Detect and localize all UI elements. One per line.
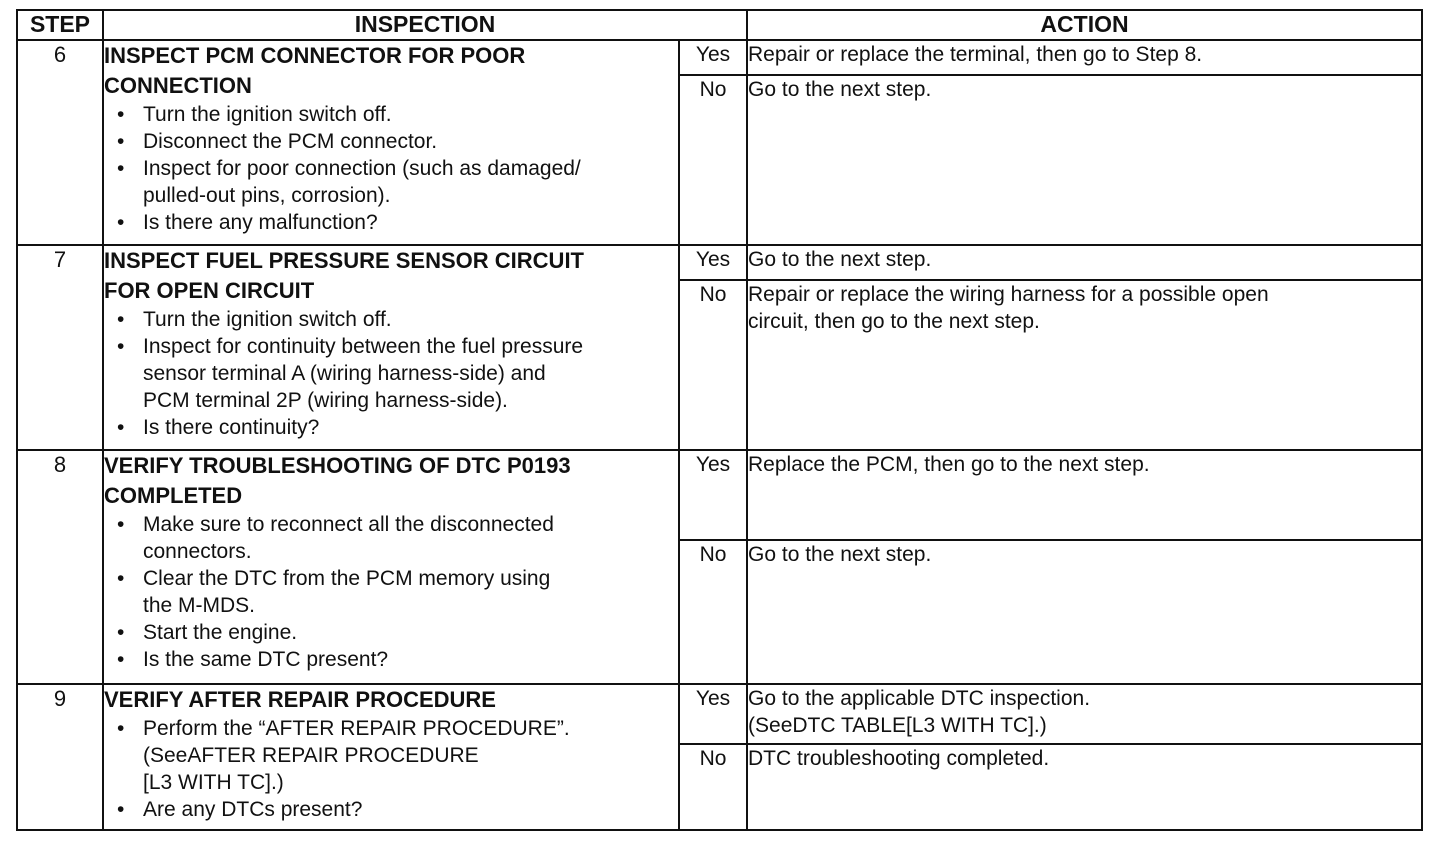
yes-action — [747, 245, 1422, 280]
table-row — [17, 245, 1422, 280]
no-action — [747, 744, 1422, 830]
step-number: 7 — [17, 245, 103, 450]
inspection-bullet — [104, 209, 678, 236]
inspection-bullet-line: Start the engine. — [143, 621, 298, 644]
yes-action — [747, 684, 1422, 744]
inspection-title — [104, 685, 678, 715]
action-line: Repair or replace the terminal, then go to Step 8. — [748, 43, 1203, 66]
inspection-bullet — [104, 619, 678, 646]
bullet-dot-icon: • — [117, 308, 125, 331]
table-row — [17, 684, 1422, 744]
diagnostic-procedure-page — [16, 9, 1421, 831]
action-line: Replace the PCM, then go to the next step. — [748, 453, 1150, 476]
inspection-bullet-line: Perform the “AFTER REPAIR PROCEDURE”. — [143, 717, 570, 740]
inspection-title — [104, 41, 678, 101]
inspection-bullet — [104, 796, 678, 823]
inspection-bullet-line: Is there continuity? — [143, 416, 320, 439]
bullet-dot-icon: • — [117, 335, 125, 358]
inspection-title — [104, 451, 678, 511]
inspection-bullet-line: Clear the DTC from the PCM memory using — [143, 567, 551, 590]
yes-action — [747, 40, 1422, 75]
inspection-bullet-line: the M-MDS. — [143, 594, 256, 617]
table-row — [17, 450, 1422, 540]
inspection-bullet-line: Turn the ignition switch off. — [143, 103, 392, 126]
action-line: Go to the next step. — [748, 248, 932, 271]
inspection-cell — [103, 245, 679, 450]
inspection-bullet-line: connectors. — [143, 540, 252, 563]
bullet-dot-icon: • — [117, 567, 125, 590]
bullet-dot-icon: • — [117, 130, 125, 153]
bullet-dot-icon: • — [117, 621, 125, 644]
diagnostic-table — [16, 9, 1423, 831]
inspection-bullet-list — [104, 306, 678, 441]
inspection-bullet-line: Disconnect the PCM connector. — [143, 130, 438, 153]
step-number: 9 — [17, 684, 103, 830]
inspection-title-line: INSPECT PCM CONNECTOR FOR POOR — [104, 43, 526, 68]
inspection-title-line: VERIFY TROUBLESHOOTING OF DTC P0193 — [104, 453, 571, 478]
yes-label: Yes — [679, 245, 747, 280]
step-number: 8 — [17, 450, 103, 684]
no-label: No — [679, 75, 747, 245]
bullet-dot-icon: • — [117, 157, 125, 180]
inspection-bullet — [104, 646, 678, 673]
header-action: ACTION — [747, 10, 1422, 40]
inspection-bullet-line: [L3 WITH TC].) — [143, 771, 284, 794]
inspection-cell — [103, 40, 679, 245]
inspection-bullet — [104, 414, 678, 441]
action-line: (SeeDTC TABLE[L3 WITH TC].) — [748, 714, 1047, 737]
inspection-cell — [103, 450, 679, 684]
inspection-bullet-line: Inspect for poor connection (such as damaged/ — [143, 157, 581, 180]
inspection-title-line: COMPLETED — [104, 483, 243, 508]
bullet-dot-icon: • — [117, 513, 125, 536]
inspection-bullet-line: Make sure to reconnect all the disconnected — [143, 513, 554, 536]
header-step: STEP — [17, 10, 103, 40]
bullet-dot-icon: • — [117, 103, 125, 126]
inspection-bullet-line: Are any DTCs present? — [143, 798, 363, 821]
inspection-title-line: VERIFY AFTER REPAIR PROCEDURE — [104, 687, 496, 712]
inspection-bullet-line: Inspect for continuity between the fuel pressure — [143, 335, 584, 358]
action-line: circuit, then go to the next step. — [748, 310, 1040, 333]
bullet-dot-icon: • — [117, 211, 125, 234]
inspection-bullet-list — [104, 511, 678, 673]
yes-label: Yes — [679, 684, 747, 744]
inspection-bullet-line: pulled-out pins, corrosion). — [143, 184, 391, 207]
inspection-bullet-line: Is the same DTC present? — [143, 648, 389, 671]
no-action — [747, 540, 1422, 684]
inspection-bullet-list — [104, 715, 678, 823]
table-header-row — [17, 10, 1422, 40]
inspection-title-line: FOR OPEN CIRCUIT — [104, 278, 315, 303]
action-line: Go to the next step. — [748, 78, 932, 101]
bullet-dot-icon: • — [117, 648, 125, 671]
no-action — [747, 280, 1422, 450]
bullet-dot-icon: • — [117, 416, 125, 439]
inspection-bullet-line: PCM terminal 2P (wiring harness-side). — [143, 389, 508, 412]
inspection-bullet — [104, 101, 678, 128]
inspection-bullet — [104, 306, 678, 333]
bullet-dot-icon: • — [117, 717, 125, 740]
action-line: Go to the applicable DTC inspection. — [748, 687, 1091, 710]
table-row — [17, 40, 1422, 75]
inspection-bullet — [104, 333, 678, 414]
inspection-bullet-line: (SeeAFTER REPAIR PROCEDURE — [143, 744, 479, 767]
action-line: DTC troubleshooting completed. — [748, 747, 1050, 770]
step-number: 6 — [17, 40, 103, 245]
inspection-bullet — [104, 128, 678, 155]
no-action — [747, 75, 1422, 245]
inspection-bullet — [104, 511, 678, 565]
yes-label: Yes — [679, 40, 747, 75]
inspection-bullet-list — [104, 101, 678, 236]
inspection-bullet — [104, 565, 678, 619]
action-line: Go to the next step. — [748, 543, 932, 566]
inspection-title-line: INSPECT FUEL PRESSURE SENSOR CIRCUIT — [104, 248, 584, 273]
inspection-cell — [103, 684, 679, 830]
no-label: No — [679, 280, 747, 450]
action-line: Repair or replace the wiring harness for a possible open — [748, 283, 1269, 306]
inspection-bullet — [104, 715, 678, 796]
no-label: No — [679, 540, 747, 684]
inspection-bullet-line: Turn the ignition switch off. — [143, 308, 392, 331]
yes-action — [747, 450, 1422, 540]
table-body — [17, 40, 1422, 830]
header-inspection: INSPECTION — [103, 10, 747, 40]
inspection-title — [104, 246, 678, 306]
no-label: No — [679, 744, 747, 830]
yes-label: Yes — [679, 450, 747, 540]
bullet-dot-icon: • — [117, 798, 125, 821]
inspection-bullet — [104, 155, 678, 209]
inspection-bullet-line: Is there any malfunction? — [143, 211, 378, 234]
inspection-title-line: CONNECTION — [104, 73, 252, 98]
inspection-bullet-line: sensor terminal A (wiring harness-side) and — [143, 362, 546, 385]
